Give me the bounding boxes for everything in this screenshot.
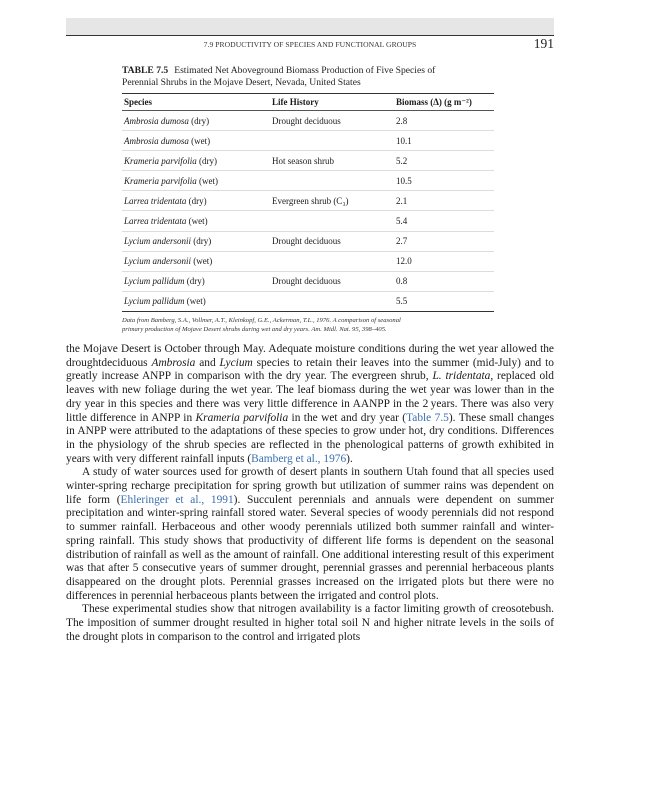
table-row — [122, 272, 494, 292]
biomass-cell: 5.2 — [396, 155, 408, 166]
biomass-cell: 12.0 — [396, 256, 412, 267]
species-italic: Lycium — [219, 356, 253, 369]
species-cell — [122, 196, 272, 206]
col-header-biomass: Biomass (Δ) (g m⁻²) — [396, 96, 472, 107]
life-history-cell: Drought deciduous — [272, 115, 341, 126]
table-header-row — [122, 94, 494, 111]
biomass-cell: 10.1 — [396, 135, 412, 146]
text-segment: These experimental studies show that nitrogen availability is a factor limiting growth of creosotebush. The imposition of summer drought resulted in higher total soil N and higher nitrate levels in the soils of the drought plots in comparison to the control and irrigated plots — [66, 603, 554, 643]
table-caption — [122, 65, 494, 89]
condition: (dry) — [190, 236, 212, 247]
species-name: Krameria parvifolia — [124, 175, 197, 186]
table-footnote — [122, 316, 494, 334]
species-cell — [122, 296, 272, 306]
species-name: Ambrosia dumosa — [124, 115, 189, 126]
paragraph-3 — [66, 603, 554, 644]
table-row — [122, 151, 494, 171]
biomass-cell: 2.1 — [396, 195, 408, 206]
reference-link[interactable]: Bamberg et al., 1976 — [251, 452, 347, 465]
body-text — [66, 343, 554, 644]
species-cell — [122, 136, 272, 146]
species-cell — [122, 176, 272, 186]
table-row — [122, 111, 494, 131]
reference-link[interactable]: Ehleringer et al., 1991 — [120, 493, 234, 506]
table-row — [122, 191, 494, 211]
species-italic: Ambrosia — [151, 356, 196, 369]
data-table — [122, 93, 494, 312]
biomass-cell: 5.5 — [396, 296, 408, 307]
table-row — [122, 232, 494, 252]
table-7-5 — [122, 65, 494, 334]
caption-line-2: Perennial Shrubs in the Mojave Desert, Nevada, United States — [122, 77, 361, 88]
col-header-life-history: Life History — [272, 97, 319, 107]
table-body — [122, 111, 494, 311]
species-name: Lycium andersonii — [124, 256, 191, 267]
biomass-cell: 2.8 — [396, 115, 408, 126]
species-cell — [122, 116, 272, 126]
table-row — [122, 131, 494, 151]
species-name: Larrea tridentata — [124, 216, 187, 227]
life-history-cell: Evergreen shrub (C₃) — [272, 195, 349, 206]
footnote-line-1: Data from Bamberg, S.A., Vollmer, A.T., Kleinkopf, G.E., Ackerman, T.L., 1976. A comparison of seasonal — [122, 316, 401, 324]
col-header-species: Species — [124, 97, 152, 107]
caption-line-1: Estimated Net Aboveground Biomass Production of Five Species of — [174, 65, 436, 76]
text-segment: ). Succulent perennials and annuals were dependent on summer precipitation and winter-spring rainfall stored water. Several species of woody perennials did not respond to summer rainfall. Herbaceous and other woody perennials utilized both summer rainfall and winter-spring rainfall. This study shows that productivity of different life forms is dependent on the seasonal distribution of rainfall as well as the amount of rainfall. One additional interesting result of this experiment was that after 5 consecutive years of summer drought, perennial grasses and perennial herbaceous plants disappeared on the drought plots. Perennial grasses increased on the irrigated plots but there were no differences in perennial herbaceous plants between the irrigated and control plots. — [66, 493, 555, 602]
text-segment: ). — [346, 452, 353, 465]
condition: (wet) — [184, 296, 206, 307]
text-segment: species to retain their leaves into the summer (mid-July) and to greatly increase ANPP in comparison with the dry year. The evergreen shrub, — [66, 356, 554, 383]
biomass-cell: 10.5 — [396, 175, 412, 186]
species-cell — [122, 236, 272, 246]
text-segment: and — [195, 356, 220, 369]
table-number: TABLE 7.5 — [122, 65, 169, 76]
table-row — [122, 252, 494, 272]
condition: (wet) — [196, 175, 219, 186]
top-band — [66, 18, 554, 35]
species-name: Ambrosia dumosa — [124, 135, 189, 146]
text-segment: A study of water sources used for growth of desert plants in southern Utah found that all species used winter-spring recharge precipitation for spring growth but utilization of summer rains was dependent on life form ( — [66, 466, 554, 506]
life-history-cell: Drought deciduous — [272, 236, 341, 247]
species-cell — [122, 156, 272, 166]
condition: (dry) — [184, 276, 205, 287]
species-cell — [122, 256, 272, 266]
reference-link[interactable]: Table 7.5 — [406, 411, 449, 424]
footnote-line-2: primary production of Mojave Desert shrubs during wet and dry years. Am. Midl. Nat. 95, 398–405. — [122, 325, 387, 333]
species-name: Lycium andersonii — [124, 236, 191, 247]
biomass-cell: 0.8 — [396, 276, 408, 287]
species-cell — [122, 216, 272, 226]
species-italic: L. tridentata — [432, 370, 491, 383]
species-italic: Krameria parvifolia — [195, 411, 289, 424]
biomass-cell: 5.4 — [396, 216, 408, 227]
text-segment: in the wet and dry year ( — [288, 411, 407, 424]
species-name: Lycium pallidum — [124, 296, 185, 307]
paragraph-2 — [66, 466, 554, 603]
text-segment: the Mojave Desert is October through May. Adequate moisture conditions during the wet year allowed the droughtdeciduous — [66, 343, 554, 369]
species-name: Krameria parvifolia — [124, 155, 197, 166]
page-header — [66, 35, 554, 54]
biomass-cell: 2.7 — [396, 236, 408, 247]
table-row — [122, 211, 494, 231]
page-number: 191 — [533, 36, 554, 51]
text-segment: , replaced old leaves with new foliage during the wet year. The leaf biomass during the wet year was lower than in the dry year in this species and there was very little difference in AANPP in the 2 years. There was also very little difference in ANPP in — [66, 370, 554, 424]
species-cell — [122, 276, 272, 286]
paragraph-1 — [66, 343, 554, 466]
condition: (dry) — [186, 195, 207, 206]
running-head: 7.9 PRODUCTIVITY OF SPECIES AND FUNCTIONAL GROUPS — [203, 40, 417, 49]
life-history-cell: Hot season shrub — [272, 155, 334, 166]
condition: (wet) — [188, 135, 211, 146]
condition: (wet) — [190, 256, 213, 267]
table-row — [122, 292, 494, 311]
condition: (dry) — [196, 155, 218, 166]
species-name: Lycium pallidum — [124, 276, 185, 287]
table-row — [122, 171, 494, 191]
condition: (dry) — [188, 115, 210, 126]
life-history-cell: Drought deciduous — [272, 276, 341, 287]
condition: (wet) — [186, 216, 208, 227]
species-name: Larrea tridentata — [124, 195, 187, 206]
text-segment: ). These small changes in ANPP were attributed to the adaptations of these species to grow under hot, dry conditions. Differences in the physiology of the shrub species are reflected in the phenological patterns of growth exhibited in years with very different rainfall inputs ( — [66, 411, 555, 465]
